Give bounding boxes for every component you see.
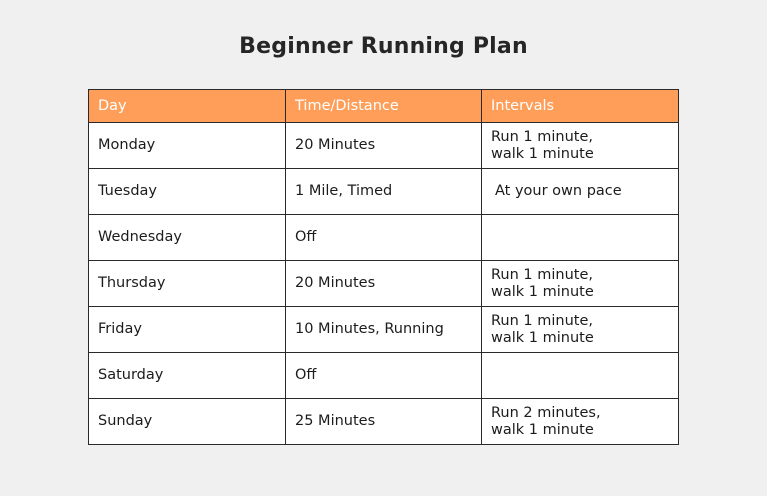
page-title: Beginner Running Plan	[239, 34, 528, 59]
interval-line: At your own pace	[495, 183, 622, 199]
interval-line: walk 1 minute	[491, 421, 594, 438]
header-day: Day	[89, 90, 286, 123]
day-cell: Monday	[89, 123, 286, 169]
interval-cell	[482, 215, 679, 261]
table-row	[89, 123, 679, 169]
interval-line: walk 1 minute	[491, 145, 594, 162]
day-cell: Tuesday	[89, 169, 286, 215]
time-cell: 20 Minutes	[286, 261, 482, 307]
interval-cell	[482, 307, 679, 353]
interval-line: walk 1 minute	[491, 329, 594, 346]
day-cell: Saturday	[89, 353, 286, 399]
day-cell: Friday	[89, 307, 286, 353]
running-plan-table	[88, 89, 679, 445]
day-cell: Wednesday	[89, 215, 286, 261]
interval-line: Run 1 minute,	[491, 312, 593, 329]
interval-cell	[482, 261, 679, 307]
interval-line: Run 1 minute,	[491, 128, 593, 145]
table-row	[89, 399, 679, 445]
interval-line: Run 1 minute,	[491, 266, 593, 283]
table-row	[89, 261, 679, 307]
day-cell: Thursday	[89, 261, 286, 307]
time-cell: Off	[286, 215, 482, 261]
time-cell: 20 Minutes	[286, 123, 482, 169]
time-cell: 10 Minutes, Running	[286, 307, 482, 353]
interval-cell	[482, 123, 679, 169]
interval-cell	[482, 353, 679, 399]
interval-line: walk 1 minute	[491, 283, 594, 300]
header-time-distance: Time/Distance	[286, 90, 482, 123]
table-header-row	[89, 90, 679, 123]
interval-line: Run 2 minutes,	[491, 404, 601, 421]
header-intervals: Intervals	[482, 90, 679, 123]
table-row	[89, 307, 679, 353]
table-row	[89, 215, 679, 261]
interval-cell	[482, 399, 679, 445]
day-cell: Sunday	[89, 399, 286, 445]
interval-cell	[482, 169, 679, 215]
time-cell: Off	[286, 353, 482, 399]
time-cell: 25 Minutes	[286, 399, 482, 445]
table-row	[89, 169, 679, 215]
table-row	[89, 353, 679, 399]
time-cell: 1 Mile, Timed	[286, 169, 482, 215]
